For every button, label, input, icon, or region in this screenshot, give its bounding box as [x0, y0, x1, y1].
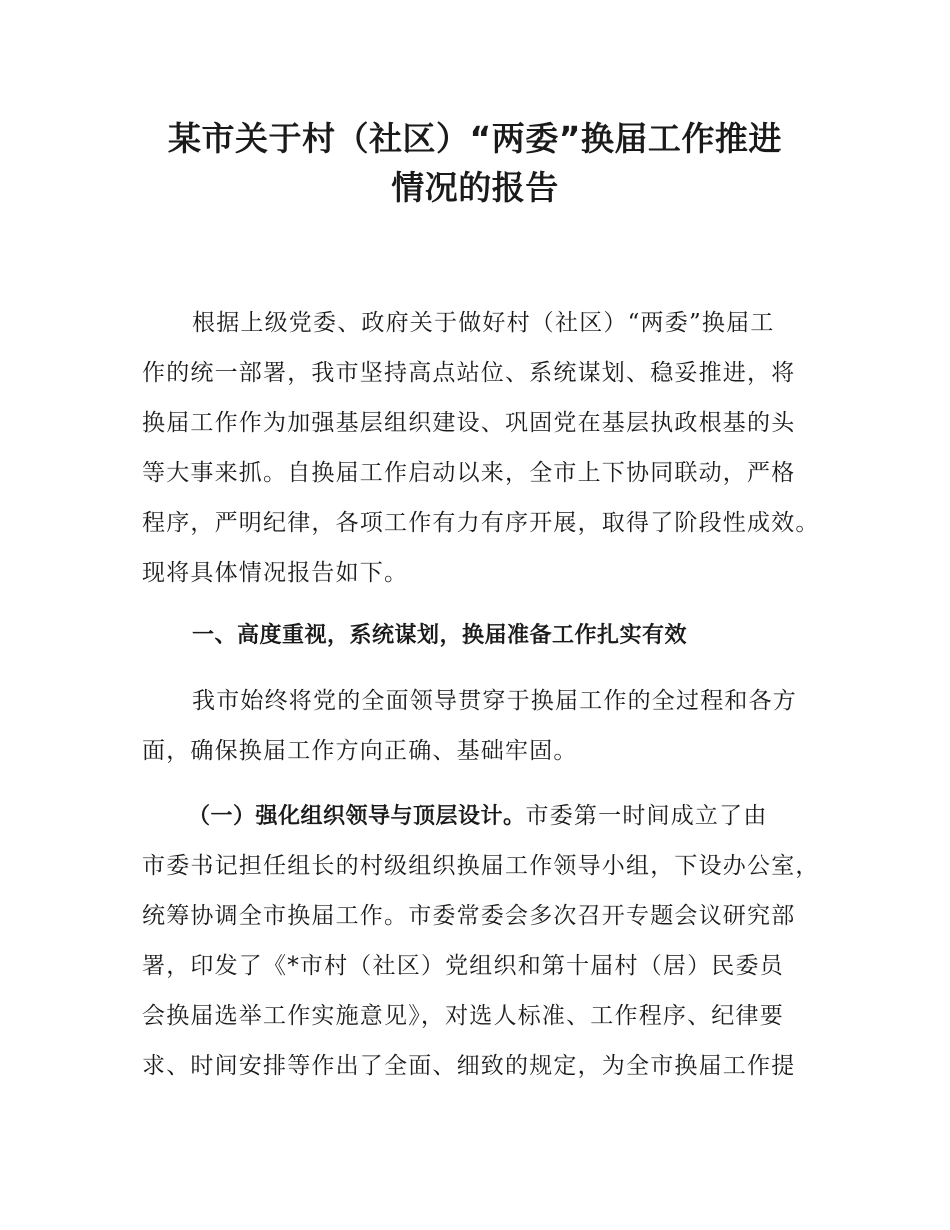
- subsection-1-line-2: 市委书记担任组长的村级组织换届工作领导小组，下设办公室，: [142, 853, 820, 879]
- section-1-intro-line-1: 我市始终将党的全面领导贯穿于换届工作的全过程和各方: [192, 688, 797, 714]
- intro-line-2: 作的统一部署，我市坚持高点站位、系统谋划、稳妥推进，将: [142, 360, 796, 386]
- subsection-1-line-6: 求、时间安排等作出了全面、细致的规定，为全市换届工作提: [142, 1053, 796, 1079]
- intro-line-1: 根据上级党委、政府关于做好村（社区）“两委”换届工: [192, 310, 775, 336]
- subsection-1-line-4: 署，印发了《*市村（社区）党组织和第十届村（居）民委员: [142, 953, 784, 979]
- intro-line-5: 程序，严明纪律，各项工作有力有序开展，取得了阶段性成效。: [142, 510, 820, 536]
- subsection-1-first-line-text: 市委第一时间成立了由: [525, 803, 768, 829]
- subsection-1-heading: （一）强化组织领导与顶层设计。: [188, 804, 526, 829]
- intro-line-6: 现将具体情况报告如下。: [142, 560, 409, 586]
- subsection-1-first-line: [188, 800, 768, 833]
- section-1-heading: 一、高度重视，系统谋划，换届准备工作扎实有效: [192, 623, 688, 648]
- subsection-1-line-5: 会换届选举工作实施意见》，对选人标准、工作程序、纪律要: [142, 1003, 784, 1029]
- document-title-line-2: 情况的报告: [391, 168, 559, 207]
- section-1-intro-line-2: 面，确保换届工作方向正确、基础牢固。: [142, 738, 578, 764]
- intro-line-3: 换届工作作为加强基层组织建设、巩固党在基层执政根基的头: [142, 410, 796, 436]
- subsection-1-line-3: 统筹协调全市换届工作。市委常委会多次召开专题会议研究部: [142, 903, 796, 929]
- document-title-line-1: 某市关于村（社区）“两委”换届工作推进: [168, 119, 782, 158]
- intro-line-4: 等大事来抓。自换届工作启动以来，全市上下协同联动，严格: [142, 460, 796, 486]
